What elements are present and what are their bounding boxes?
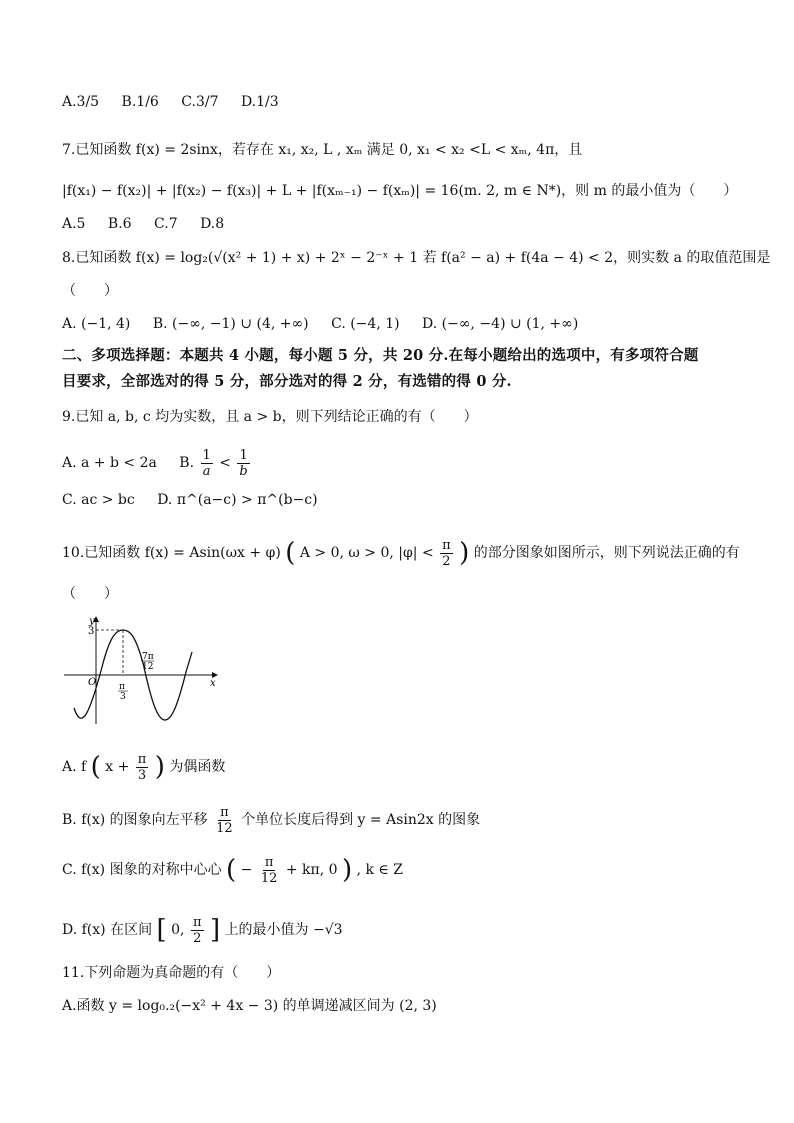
q8-option-d: D. (−∞, −4) ∪ (1, +∞) [422, 316, 579, 332]
x-axis-label: x [210, 678, 216, 689]
q9-option-b-label: B. [179, 455, 195, 471]
frac-numerator: π [220, 804, 229, 820]
q9-option-d: D. π^(a−c) > π^(b−c) [157, 492, 318, 508]
q10-option-c-inner: + kπ, 0 [285, 862, 338, 878]
q6-options [62, 92, 297, 112]
q10-option-d-label: D. f(x) 在区间 [62, 922, 153, 938]
frac-denominator: 12 [216, 820, 233, 836]
q10-option-a-suffix: 为偶函数 [169, 759, 226, 775]
q10-sine-graph [62, 612, 222, 727]
section2-heading-line2: 目要求，全部选对的得 5 分，部分选对的得 2 分，有选错的得 0 分. [62, 373, 512, 390]
q7-option-a: A.5 [62, 216, 86, 232]
frac-denominator: a [202, 463, 211, 479]
q7-option-d: D.8 [200, 216, 225, 232]
q10-option-d [62, 913, 343, 947]
q9-options-row2 [62, 490, 336, 510]
q9-option-a: A. a + b < 2a [62, 455, 157, 471]
q6-option-a: A.3/5 [62, 94, 100, 110]
q7-options [62, 214, 242, 234]
q9-option-b-frac-right [237, 448, 249, 479]
x-tick-7pi-12-den: 12 [142, 662, 154, 672]
paren-left: ( [226, 855, 237, 885]
q6-option-b: B.1/6 [121, 94, 159, 110]
frac-denominator: 12 [260, 870, 278, 886]
q6-option-d: D.1/3 [240, 94, 279, 110]
y-tick-max: 3 [88, 626, 95, 637]
q6-option-c: C.3/7 [181, 94, 219, 110]
q8-stem-line2: （ ） [62, 283, 118, 299]
q10-paren: （ ） [62, 586, 118, 602]
frac-numerator: π [137, 751, 147, 767]
q10-stem-conditions: A > 0, ω > 0, |φ| < [299, 545, 434, 561]
frac-denominator: 2 [193, 930, 202, 946]
paren-right: ) [154, 752, 165, 782]
paren-right: ) [341, 855, 353, 885]
bracket-left: [ [156, 915, 167, 945]
q10-option-c-frac [259, 855, 280, 886]
paren-left: ( [90, 752, 101, 782]
q10-stem-function: 10.已知函数 f(x) = Asin(ωx + φ) [62, 545, 281, 561]
q7-option-b: B.6 [107, 216, 132, 232]
bracket-right: ] [209, 915, 221, 945]
q8-option-a: A. (−1, 4) [62, 316, 131, 332]
x-tick-7pi-12-num: 7π [142, 652, 154, 662]
q10-option-d-suffix: 上的最小值为 −√3 [224, 922, 343, 938]
q9-option-c: C. ac > bc [62, 492, 135, 508]
q10-option-a-inner: x + [105, 759, 130, 775]
q10-stem-tail: 的部分图象如图所示，则下列说法正确的有 [473, 545, 740, 561]
q10-option-d-frac [191, 915, 204, 946]
q8-stem-line1: 8.已知函数 f(x) = log₂(√(x² + 1) + x) + 2ˣ − 2⁻ˣ + 1 若 f(a² − a) + f(4a − 4) < 2，则实数 a 的取值范围是 [62, 250, 771, 266]
q11-stem: 11.下列命题为真命题的有（ ） [62, 965, 281, 981]
paren-right: ) [459, 538, 470, 568]
q10-option-c [62, 853, 403, 887]
origin-label: O [88, 677, 97, 688]
x-tick-pi-3-num: π [119, 682, 125, 692]
y-axis-label: y [89, 616, 95, 627]
q10-option-c-suffix: , k ∈ Z [356, 862, 403, 878]
section2-heading-line1: 二、多项选择题：本题共 4 小题，每小题 5 分，共 20 分.在每小题给出的选项中，有多项符合题 [62, 347, 699, 364]
q7-option-c: C.7 [154, 216, 178, 232]
q10-option-c-minus: − [240, 862, 253, 878]
q10-stem-frac [440, 538, 453, 569]
q7-stem-line1: 7.已知函数 f(x) = 2sinx，若存在 x₁, x₂, L , xₘ 满足 0, x₁ < x₂ <L < xₘ, 4π，且 [62, 142, 583, 158]
q11-option-a: A.函数 y = log₀.₂(−x² + 4x − 3) 的单调递减区间为 (2, 3) [62, 998, 437, 1014]
q10-option-d-inner: 0, [171, 922, 185, 938]
q9-options-row1 [62, 446, 252, 480]
frac-numerator: π [442, 537, 451, 553]
q10-option-b-label: B. f(x) 的图象向左平移 [62, 812, 208, 828]
q10-option-a-frac [136, 752, 149, 783]
q9-option-b-frac-left [201, 448, 213, 479]
q8-option-c: C. (−4, 1) [331, 316, 400, 332]
frac-numerator: 1 [202, 447, 211, 463]
q7-stem-line2: |f(x₁) − f(x₂)| + |f(x₂) − f(x₃)| + L + |f(xₘ₋₁) − f(xₘ)| = 16(m. 2, m ∈ N*)，则 m 的最小值为（ ） [62, 183, 738, 199]
q10-stem [62, 536, 740, 570]
q10-option-b [62, 803, 480, 837]
q8-option-b: B. (−∞, −1) ∪ (4, +∞) [152, 316, 309, 332]
q10-option-b-suffix: 个单位长度后得到 y = Asin2x 的图象 [241, 812, 481, 828]
q10-option-c-label: C. f(x) 图象的对称中心心 [62, 862, 222, 878]
q9-option-b-relation: < [219, 455, 231, 471]
q9-stem: 9.已知 a, b, c 均为实数，且 a > b，则下列结论正确的有（ ） [62, 409, 478, 425]
q10-option-b-frac [214, 805, 235, 836]
q10-option-a [62, 750, 225, 784]
x-tick-pi-3-den: 3 [120, 692, 126, 702]
frac-denominator: 2 [442, 553, 451, 569]
frac-denominator: 3 [137, 767, 147, 783]
frac-numerator: π [192, 914, 202, 930]
frac-numerator: π [264, 854, 274, 870]
paren-left: ( [285, 538, 296, 568]
q8-options [62, 314, 596, 334]
frac-denominator: b [239, 463, 248, 479]
q9-option-b [179, 447, 251, 479]
frac-numerator: 1 [239, 447, 248, 463]
q10-option-a-label: A. f [62, 759, 87, 775]
